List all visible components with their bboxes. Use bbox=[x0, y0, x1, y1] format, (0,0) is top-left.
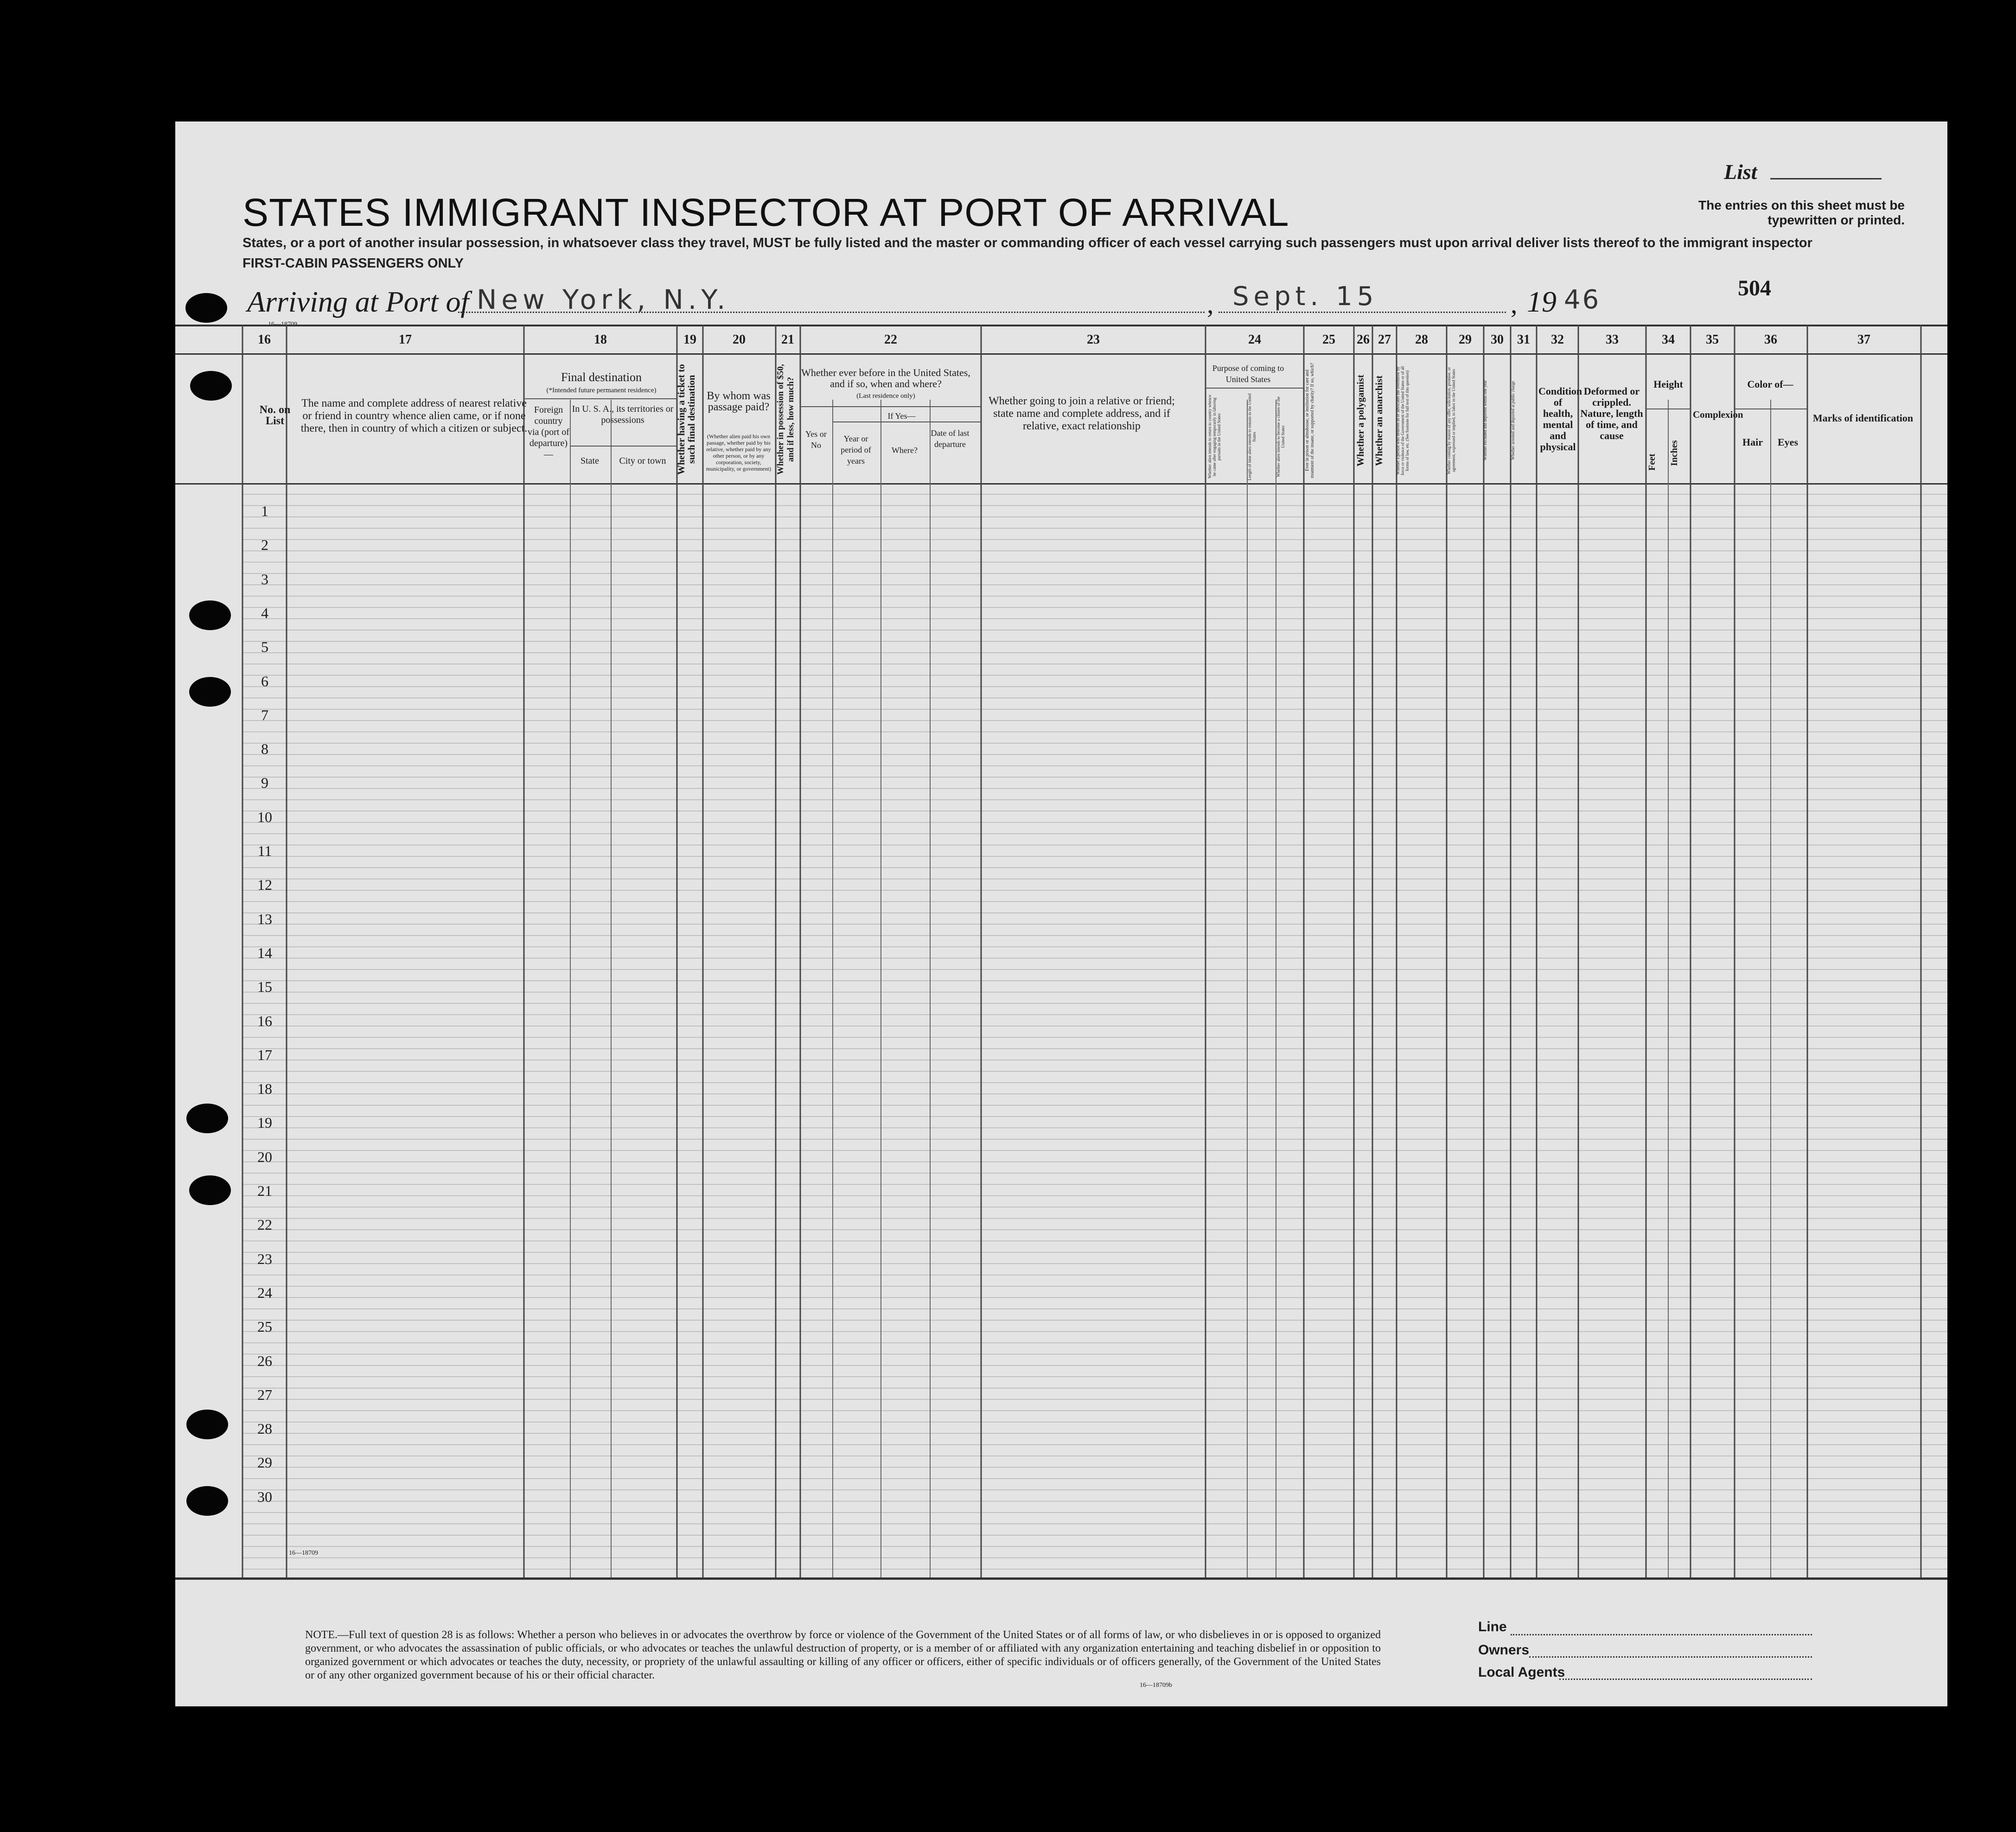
punch-hole bbox=[185, 293, 227, 323]
arriving-label: Arriving at Port of bbox=[247, 285, 469, 318]
row-number: 2 bbox=[261, 536, 268, 554]
header-health: Condition of health, mental and physical bbox=[1538, 385, 1582, 453]
page-number: 504 bbox=[1738, 276, 1771, 300]
form-code-bottom: 16—18709 bbox=[289, 1550, 318, 1557]
port-value: New York, N.Y. bbox=[477, 284, 730, 315]
form-code-note: 16—18709b bbox=[1140, 1682, 1172, 1689]
signature-line-rule bbox=[1511, 1634, 1812, 1635]
header-marks: Marks of identification bbox=[1812, 412, 1914, 424]
subtitle-text: States, or a port of another insular possession, in whatsoever class they travel, MUST be fully listed and the master or commanding officer of each vessel carrying such passengers must upon arrival deliver lists thereof to the immigrant inspector bbox=[242, 236, 1812, 250]
header-city-town: City or town bbox=[619, 456, 666, 466]
header-inches: Inches bbox=[1669, 440, 1679, 466]
header-anarchist: Whether an anarchist bbox=[1373, 375, 1384, 466]
header-arrested-deported: Whether arrested and deported at public charge bbox=[1511, 381, 1515, 460]
header-height: Height bbox=[1653, 378, 1683, 390]
header-complexion: Complexion bbox=[1693, 409, 1743, 420]
header-nearest-relative: The name and complete address of nearest relative or friend in country whence alien came, or if none there, then in country of which a citizen or subject. bbox=[300, 397, 528, 434]
entries-note: The entries on this sheet must be typewritten or printed. bbox=[1698, 198, 1905, 227]
row-number: 24 bbox=[257, 1284, 272, 1301]
header-question-28: Whether a person who believes in or advocates the overthrow by force or violence of the Government of the United States or of all forms of law, etc. (See footnote for full text of this question) bbox=[1396, 366, 1410, 475]
header-deformed: Deformed or crippled. Nature, length of time, and cause bbox=[1580, 385, 1643, 441]
header-purpose: Purpose of coming to United States bbox=[1212, 364, 1284, 384]
column-number: 21 bbox=[781, 332, 794, 347]
row-number: 23 bbox=[257, 1250, 272, 1267]
row-number: 18 bbox=[257, 1080, 272, 1098]
column-number: 29 bbox=[1459, 332, 1472, 347]
row-number: 28 bbox=[257, 1420, 272, 1437]
row-number: 13 bbox=[257, 910, 272, 927]
header-prison: Ever in prison or almshouse, or institution for care and treatment of the insane, or supported by charity? If so, which? bbox=[1305, 363, 1315, 479]
header-excluded-deported: Whether excluded and deported within one year bbox=[1483, 380, 1487, 461]
header-ever-before-us: Whether ever before in the United States, and if so, when and where? bbox=[801, 367, 970, 389]
header-year-period: Year or period of years bbox=[841, 434, 871, 466]
year-prefix: 19 bbox=[1527, 285, 1557, 318]
header-no-on-list: No. on List bbox=[259, 404, 291, 427]
header-final-destination-note: (*Intended future permanent residence) bbox=[546, 387, 657, 394]
row-number: 21 bbox=[257, 1182, 272, 1199]
punch-hole bbox=[189, 1175, 231, 1205]
row-number: 5 bbox=[261, 638, 268, 656]
punch-hole bbox=[186, 1486, 228, 1516]
column-number: 32 bbox=[1551, 332, 1564, 347]
row-number: 25 bbox=[257, 1318, 272, 1335]
column-number: 19 bbox=[683, 332, 696, 347]
column-number: 16 bbox=[258, 332, 271, 347]
header-final-destination: Final destination bbox=[561, 370, 642, 384]
row-number: 22 bbox=[257, 1216, 272, 1233]
column-number: 30 bbox=[1491, 332, 1504, 347]
date-value: Sept. 15 bbox=[1232, 281, 1378, 312]
header-yes-or-no: Yes or No bbox=[805, 429, 827, 450]
signature-owners-label: Owners bbox=[1478, 1642, 1530, 1658]
comma-2: , bbox=[1511, 289, 1518, 319]
header-state: State bbox=[581, 456, 599, 466]
row-number: 8 bbox=[261, 740, 268, 758]
column-number: 22 bbox=[884, 332, 897, 347]
header-labor-offer: Whether coming by reason of any offer, solicitation, promise, or agreement, expressed or implied, to labor in the United States bbox=[1447, 367, 1456, 474]
header-purpose-return: Whether alien intends to return to country whence he came after engaging temporarily in laboring pursuits in the United States bbox=[1207, 395, 1221, 479]
row-number: 30 bbox=[257, 1488, 272, 1505]
header-fifty-dollars: Whether in possession of $50, and if less, how much? bbox=[776, 364, 796, 475]
row-number: 20 bbox=[257, 1148, 272, 1165]
column-number: 26 bbox=[1357, 332, 1370, 347]
column-number: 27 bbox=[1378, 332, 1391, 347]
row-number: 16 bbox=[257, 1012, 272, 1029]
row-number: 4 bbox=[261, 604, 268, 621]
form-code-top: 16—18709 bbox=[268, 321, 297, 328]
column-number: 34 bbox=[1662, 332, 1675, 347]
punch-hole bbox=[189, 600, 231, 630]
row-number: 12 bbox=[257, 876, 272, 894]
header-eyes: Eyes bbox=[1778, 436, 1798, 448]
row-number: 26 bbox=[257, 1352, 272, 1369]
header-join-relative: Whether going to join a relative or friend; state name and complete address, and if relative, exact relationship bbox=[989, 395, 1175, 432]
signature-owners-rule bbox=[1529, 1656, 1812, 1658]
column-number: 35 bbox=[1706, 332, 1719, 347]
header-passage-paid: By whom was passage paid? bbox=[707, 390, 771, 413]
row-number: 11 bbox=[257, 843, 272, 859]
table-grid bbox=[175, 121, 1947, 1706]
list-label: List bbox=[1724, 160, 1757, 184]
comma-1: , bbox=[1207, 289, 1214, 319]
column-number: 20 bbox=[733, 332, 746, 347]
signature-agents-label: Local Agents bbox=[1478, 1665, 1565, 1680]
manifest-sheet bbox=[175, 121, 1947, 1706]
column-number: 23 bbox=[1087, 332, 1100, 347]
column-number: 25 bbox=[1322, 332, 1335, 347]
column-number: 37 bbox=[1857, 332, 1870, 347]
header-ticket: Whether having a ticket to such final destination bbox=[676, 364, 697, 475]
signature-line-label: Line bbox=[1478, 1619, 1507, 1634]
header-date-last-departure: Date of last departure bbox=[931, 428, 970, 449]
column-number: 17 bbox=[399, 332, 412, 347]
row-number: 10 bbox=[257, 808, 272, 825]
row-number: 17 bbox=[257, 1046, 272, 1063]
header-purpose-length: Length of time alien intends to remain in the United States bbox=[1247, 393, 1257, 480]
header-passage-paid-note: (Whether alien paid his own passage, whether paid by his relative, whether paid by any other person, or by any corporation, society, municipality, or government) bbox=[706, 433, 772, 472]
signature-agents-rule bbox=[1559, 1679, 1812, 1680]
row-number: 29 bbox=[257, 1454, 272, 1471]
column-number: 33 bbox=[1606, 332, 1619, 347]
punch-hole bbox=[186, 1410, 228, 1439]
header-hair: Hair bbox=[1742, 436, 1763, 448]
column-number: 31 bbox=[1517, 332, 1530, 347]
header-color-of: Color of— bbox=[1747, 378, 1793, 390]
column-number: 24 bbox=[1248, 332, 1261, 347]
punch-hole bbox=[186, 1104, 228, 1133]
header-polygamist: Whether a polygamist bbox=[1355, 375, 1366, 466]
column-number: 18 bbox=[594, 332, 607, 347]
row-number: 3 bbox=[261, 570, 268, 587]
punch-hole bbox=[190, 371, 232, 401]
header-if-yes: If Yes— bbox=[887, 411, 916, 421]
row-number: 15 bbox=[257, 978, 272, 996]
row-number: 27 bbox=[257, 1386, 272, 1403]
footnote-question-28: NOTE.—Full text of question 28 is as follows: Whether a person who believes in or advocates the overthrow by force or violence of the Government of the United States or of all forms of law, or who disbelieves in or is opposed to organized government, or who advocates the assassination of public officials, or who advocates or teaches the unlawful destruction of property, or is a member of or affiliated with any organization entertaining and teaching disbelief in or opposition to organized government or which advocates or teaches the duty, necessity, or propriety of the unlawful assaulting or killing of any officer or officers, either of specific individuals or of officers generally, of the Government of the United States or of any other organized government because of his or their official character. bbox=[305, 1629, 1381, 1681]
header-feet: Feet bbox=[1647, 453, 1657, 471]
header-where: Where? bbox=[892, 446, 918, 455]
row-number: 9 bbox=[261, 774, 268, 792]
header-purpose-citizen: Whether alien intends to become a citizen of the United States bbox=[1276, 396, 1285, 477]
row-number: 14 bbox=[257, 944, 272, 961]
page-title: STATES IMMIGRANT INSPECTOR AT PORT OF ARRIVAL bbox=[242, 191, 1289, 234]
punch-hole bbox=[189, 677, 231, 707]
header-foreign-country: Foreign country via (port of departure)— bbox=[528, 405, 569, 460]
column-number: 36 bbox=[1764, 332, 1777, 347]
class-line: FIRST-CABIN PASSENGERS ONLY bbox=[242, 256, 464, 271]
column-number: 28 bbox=[1415, 332, 1428, 347]
row-number: 19 bbox=[257, 1114, 272, 1131]
row-number: 6 bbox=[261, 672, 268, 689]
header-in-usa: In U. S. A., its territories or possessions bbox=[572, 404, 674, 425]
header-last-residence: (Last residence only) bbox=[856, 392, 915, 400]
year-suffix: 46 bbox=[1564, 285, 1601, 315]
row-number: 1 bbox=[261, 503, 268, 519]
row-number: 7 bbox=[261, 706, 268, 723]
